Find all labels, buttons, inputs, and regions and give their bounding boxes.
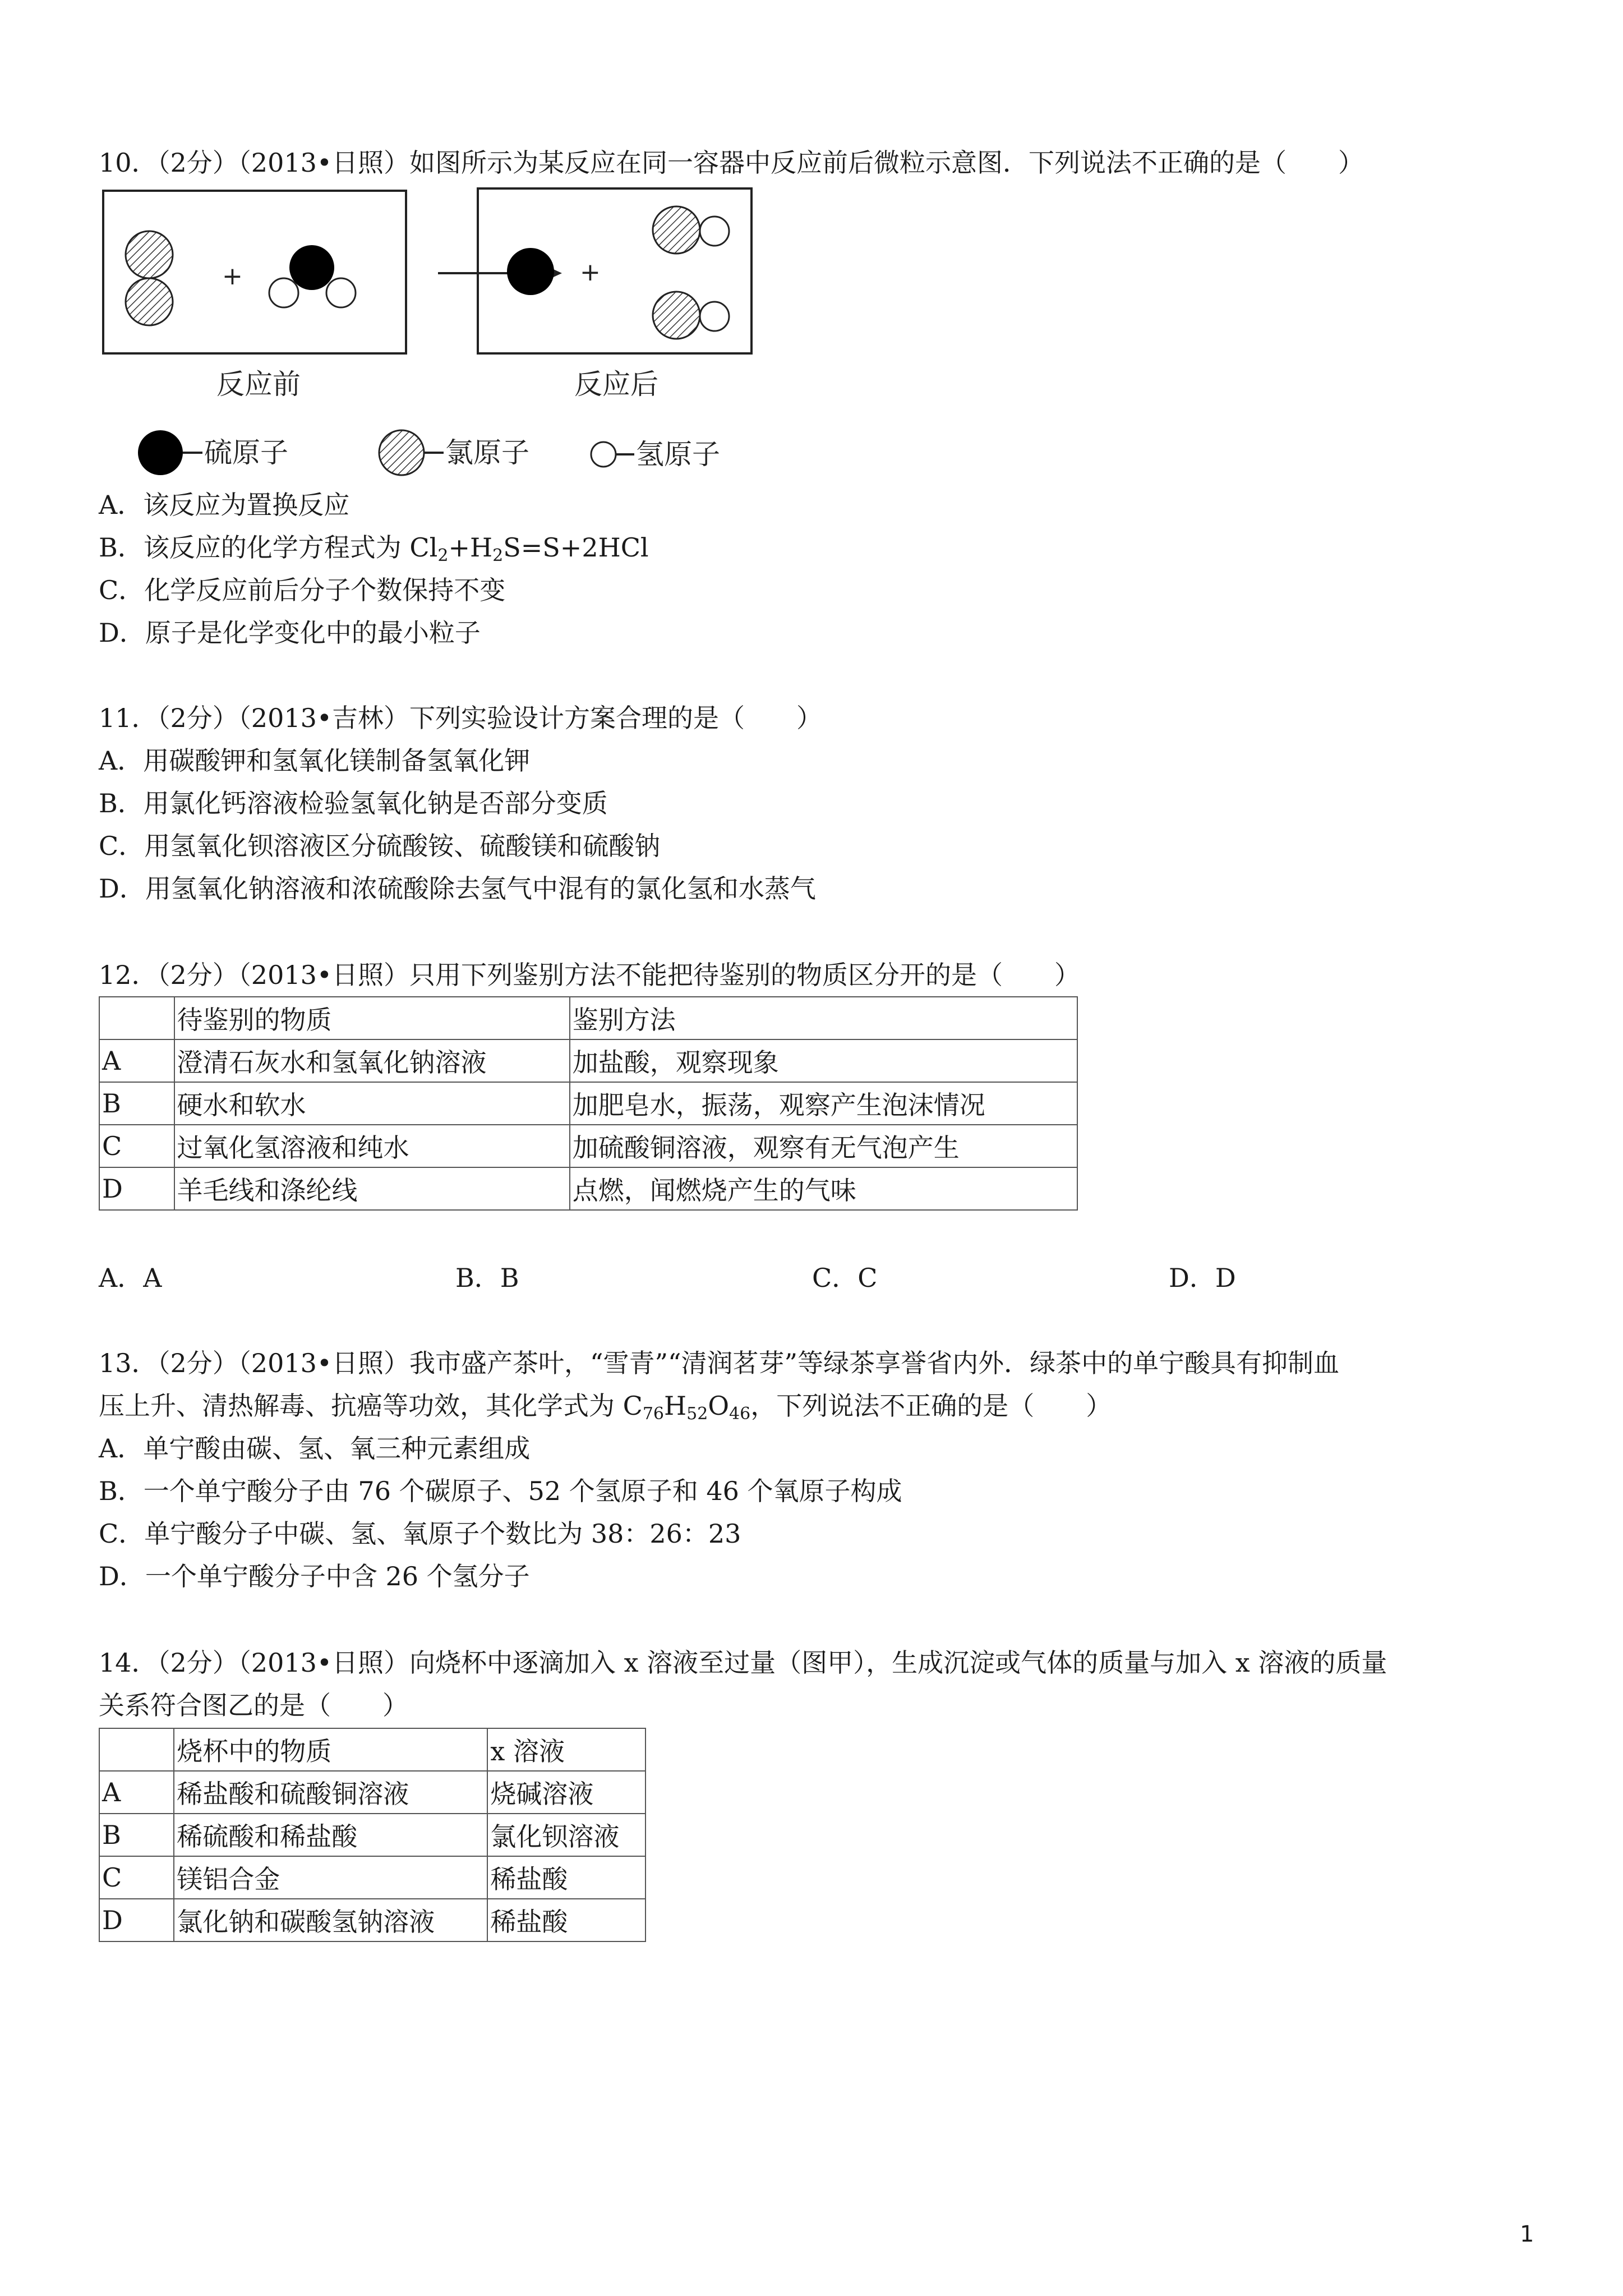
table-header-row (99, 1728, 645, 1771)
legend-sulfur-label: 硫原子 (204, 436, 288, 469)
q12-table (99, 996, 1078, 1211)
table-cell: 硬水和软水 (174, 1082, 570, 1125)
table-cell: 鉴别方法 (570, 997, 1077, 1039)
hydrogen-atom-icon (700, 302, 729, 331)
table-cell: 加硫酸铜溶液，观察有无气泡产生 (570, 1125, 1077, 1167)
table-cell: 氯化钡溶液 (487, 1814, 645, 1856)
q11-option-c: C．用氢氧化钡溶液区分硫酸铵、硫酸镁和硫酸钠 (99, 831, 661, 861)
q10-option-b: B．该反应的化学方程式为 $Cl_2+H_2S=S+2HCl$ (99, 532, 649, 565)
table-row (99, 1167, 1077, 1210)
hydrogen-atom-icon (591, 442, 616, 467)
table-row (99, 1814, 645, 1856)
table-cell: 羊毛线和涤纶线 (174, 1167, 570, 1210)
table-cell: D (99, 1899, 174, 1941)
table-cell: D (99, 1167, 174, 1210)
legend-chlorine-label: 氯原子 (445, 436, 529, 469)
q14-stem-line2: 关系符合图乙的是（ ） (99, 1690, 408, 1720)
plus-sign: + (580, 258, 601, 287)
legend-hydrogen-label: 氢原子 (636, 438, 720, 471)
table-cell: 澄清石灰水和氢氧化钠溶液 (174, 1039, 570, 1082)
table-cell: B (99, 1082, 174, 1125)
q14-table (99, 1728, 646, 1942)
hydrogen-atom-icon (269, 278, 298, 307)
q12-answer-d: D．D (1169, 1263, 1236, 1293)
q10-option-d: D．原子是化学变化中的最小粒子 (99, 618, 481, 648)
hydrogen-atom-icon (326, 278, 356, 307)
table-header-row (99, 997, 1077, 1039)
table-cell: 氯化钠和碳酸氢钠溶液 (174, 1899, 487, 1941)
table-cell: 稀盐酸 (487, 1856, 645, 1899)
q11-option-b: B．用氯化钙溶液检验氢氧化钠是否部分变质 (99, 788, 608, 818)
q11-stem: 11．（2分）（2013•吉林）下列实验设计方案合理的是（ ） (99, 703, 822, 733)
q11-option-a: A．用碳酸钾和氢氧化镁制备氢氧化钾 (99, 746, 531, 776)
table-cell: C (99, 1125, 174, 1167)
table-cell: 烧碱溶液 (487, 1771, 645, 1814)
table-row (99, 1082, 1077, 1125)
q11-option-d: D．用氢氧化钠溶液和浓硫酸除去氢气中混有的氯化氢和水蒸气 (99, 873, 816, 904)
chlorine-atom-icon (653, 206, 700, 254)
table-row (99, 1039, 1077, 1082)
plus-sign: + (222, 262, 243, 291)
table-row (99, 1856, 645, 1899)
chlorine-atom-icon (126, 231, 173, 278)
after-label: 反应后 (574, 368, 658, 401)
table-row (99, 1899, 645, 1941)
chlorine-atom-icon (126, 278, 173, 325)
table-cell: 稀盐酸 (487, 1899, 645, 1941)
chlorine-atom-icon (379, 430, 424, 475)
q13-stem-line2: 压上升、清热解毒、抗癌等功效，其化学式为 $C_{76}H_{52}O_{46}$，下列说法不正确的是（ ） (99, 1391, 1112, 1424)
before-label: 反应前 (216, 368, 301, 401)
q10-reaction-figure (99, 186, 772, 478)
page-number: 1 (1520, 2221, 1534, 2247)
table-cell: A (99, 1039, 174, 1082)
q10-option-a: A．该反应为置换反应 (99, 490, 350, 520)
table-cell: 稀盐酸和硫酸铜溶液 (174, 1771, 487, 1814)
table-cell: B (99, 1814, 174, 1856)
q12-answer-b: B．B (455, 1263, 519, 1293)
table-cell: 加盐酸，观察现象 (570, 1039, 1077, 1082)
table-row (99, 1125, 1077, 1167)
table-cell: 稀硫酸和稀盐酸 (174, 1814, 487, 1856)
table-cell: 点燃，闻燃烧产生的气味 (570, 1167, 1077, 1210)
hydrogen-atom-icon (700, 217, 729, 246)
table-row (99, 1771, 645, 1814)
chlorine-atom-icon (653, 292, 700, 339)
table-cell: A (99, 1771, 174, 1814)
q13-option-b: B．一个单宁酸分子由 76 个碳原子、52 个氢原子和 46 个氧原子构成 (99, 1476, 902, 1506)
q12-answer-c: C．C (812, 1263, 878, 1293)
table-cell: 加肥皂水，振荡，观察产生泡沫情况 (570, 1082, 1077, 1125)
q13-option-c: C．单宁酸分子中碳、氢、氧原子个数比为 38：26：23 (99, 1519, 741, 1549)
table-cell (99, 997, 174, 1039)
table-cell: C (99, 1856, 174, 1899)
q10-stem: 10．（2分）（2013•日照）如图所示为某反应在同一容器中反应前后微粒示意图．下列说法不正确的是（ ） (99, 148, 1364, 178)
sulfur-atom-icon (289, 245, 334, 290)
table-cell: 镁铝合金 (174, 1856, 487, 1899)
table-cell: x 溶液 (487, 1728, 645, 1771)
q10-option-c: C．化学反应前后分子个数保持不变 (99, 575, 506, 605)
q12-answer-a: A．A (99, 1263, 162, 1293)
table-cell (99, 1728, 174, 1771)
table-cell: 待鉴别的物质 (174, 997, 570, 1039)
q14-stem-line1: 14．（2分）（2013•日照）向烧杯中逐滴加入 x 溶液至过量（图甲），生成沉淀或气体的质量与加入 x 溶液的质量 (99, 1648, 1387, 1678)
q13-option-a: A．单宁酸由碳、氢、氧三种元素组成 (99, 1433, 531, 1464)
sulfur-atom-icon (138, 430, 183, 475)
table-cell: 烧杯中的物质 (174, 1728, 487, 1771)
sulfur-atom-icon (507, 248, 554, 295)
q13-option-d: D．一个单宁酸分子中含 26 个氢分子 (99, 1561, 530, 1591)
table-cell: 过氧化氢溶液和纯水 (174, 1125, 570, 1167)
q12-stem: 12．（2分）（2013•日照）只用下列鉴别方法不能把待鉴别的物质区分开的是（ ） (99, 960, 1080, 990)
q13-stem-line1: 13．（2分）（2013•日照）我市盛产茶叶，“雪青”“清润茗芽”等绿茶享誉省内外．绿茶中的单宁酸具有抑制血 (99, 1348, 1340, 1378)
